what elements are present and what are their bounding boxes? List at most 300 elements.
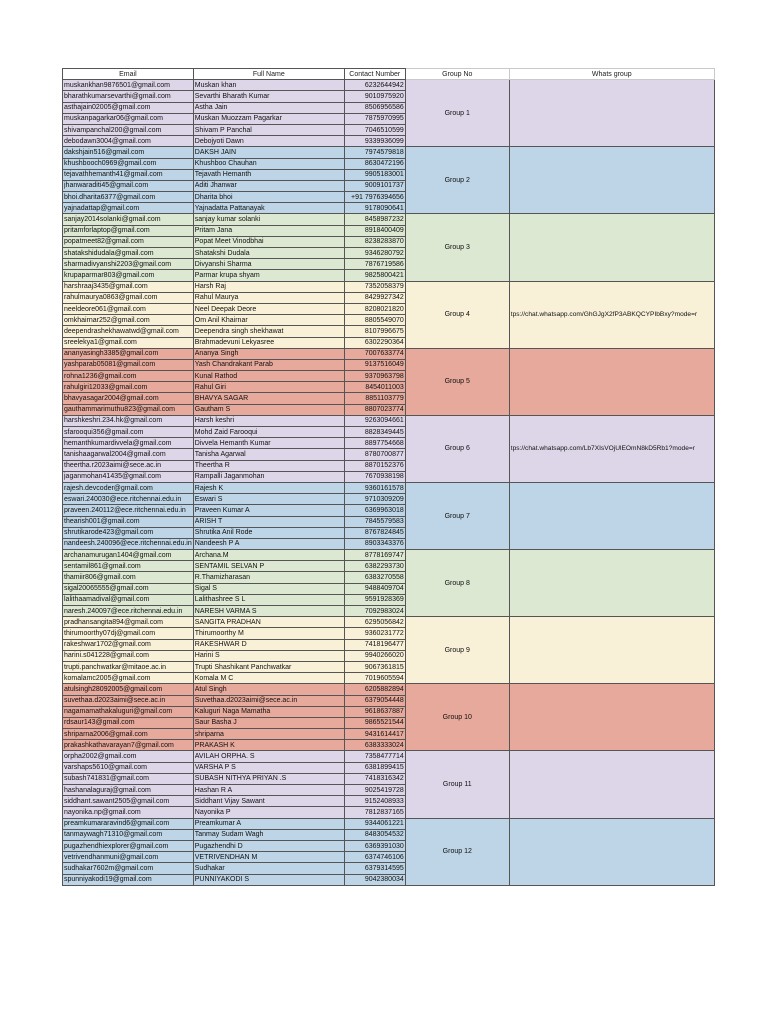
full-name-header[interactable]: Full Name (193, 69, 344, 80)
full-name-cell-text: Harini S (194, 652, 220, 660)
full-name-cell[interactable] (193, 538, 344, 549)
contact-number-cell[interactable] (344, 80, 405, 91)
contact-number-cell[interactable] (344, 113, 405, 124)
email-cell[interactable] (63, 91, 194, 102)
contact-number-cell[interactable] (344, 248, 405, 259)
contact-number-cell-text: 9370963798 (364, 372, 404, 380)
contact-number-cell[interactable] (344, 538, 405, 549)
email-cell[interactable] (63, 527, 194, 538)
contact-number-cell[interactable] (344, 606, 405, 617)
full-name-cell[interactable] (193, 270, 344, 281)
full-name-cell[interactable] (193, 863, 344, 874)
email-cell[interactable] (63, 516, 194, 527)
whats-group-link-cell[interactable] (509, 147, 714, 214)
email-cell[interactable] (63, 393, 194, 404)
full-name-cell[interactable] (193, 337, 344, 348)
contact-number-cell[interactable] (344, 785, 405, 796)
full-name-cell[interactable] (193, 639, 344, 650)
sheet-body (63, 80, 715, 886)
email-cell[interactable] (63, 785, 194, 796)
email-cell[interactable] (63, 796, 194, 807)
contact-number-cell-text: 7352058379 (364, 283, 404, 291)
table-row (63, 617, 715, 628)
whats-group-link-cell[interactable] (509, 80, 714, 147)
contact-number-cell[interactable] (344, 695, 405, 706)
contact-number-cell[interactable] (344, 315, 405, 326)
email-cell-text: harini.s041228@gmail.com (64, 652, 149, 660)
contact-number-cell[interactable] (344, 225, 405, 236)
email-cell[interactable] (63, 684, 194, 695)
group-label-cell[interactable]: Group 10 (405, 684, 509, 751)
contact-number-cell-text: 6369391030 (364, 842, 404, 850)
full-name-cell[interactable] (193, 572, 344, 583)
table-row (63, 684, 715, 695)
whats-group-link[interactable]: tps://chat.whatsapp.com/Lb7XIsVOjUlEOmN8kD5Rb1?mode=r (510, 445, 695, 453)
full-name-cell[interactable] (193, 852, 344, 863)
email-cell[interactable] (63, 740, 194, 751)
contact-number-cell[interactable] (344, 594, 405, 605)
contact-number-cell[interactable] (344, 874, 405, 885)
full-name-cell[interactable] (193, 561, 344, 572)
contact-number-cell[interactable] (344, 527, 405, 538)
contact-number-cell[interactable] (344, 438, 405, 449)
contact-number-cell[interactable] (344, 773, 405, 784)
email-cell[interactable] (63, 639, 194, 650)
email-cell[interactable] (63, 136, 194, 147)
contact-number-cell[interactable] (344, 169, 405, 180)
full-name-cell[interactable] (193, 773, 344, 784)
email-cell[interactable] (63, 292, 194, 303)
email-cell[interactable] (63, 259, 194, 270)
full-name-cell[interactable] (193, 717, 344, 728)
contact-number-cell-text: 7046510599 (364, 126, 404, 134)
full-name-cell[interactable] (193, 259, 344, 270)
contact-number-cell-text: +91 7976394656 (351, 193, 404, 201)
contact-number-cell[interactable] (344, 292, 405, 303)
contact-number-cell[interactable] (344, 359, 405, 370)
contact-number-cell[interactable] (344, 550, 405, 561)
full-name-cell[interactable] (193, 303, 344, 314)
contact-number-cell[interactable] (344, 628, 405, 639)
full-name-cell[interactable] (193, 427, 344, 438)
email-cell[interactable] (63, 270, 194, 281)
email-cell-text: deependrashekhawatwd@gmail.com (64, 327, 179, 335)
email-cell[interactable] (63, 158, 194, 169)
contact-number-cell-text: 8780700877 (364, 450, 404, 458)
group-label-cell[interactable]: Group 1 (405, 80, 509, 147)
full-name-cell[interactable] (193, 796, 344, 807)
email-cell[interactable] (63, 561, 194, 572)
group-label-cell[interactable]: Group 8 (405, 550, 509, 617)
full-name-cell[interactable] (193, 348, 344, 359)
email-cell[interactable] (63, 617, 194, 628)
group-no-header[interactable]: Group No (405, 69, 509, 80)
email-cell[interactable] (63, 706, 194, 717)
full-name-cell[interactable] (193, 482, 344, 493)
contact-number-cell[interactable] (344, 572, 405, 583)
contact-number-cell[interactable] (344, 415, 405, 426)
whats-group-link-cell[interactable] (509, 550, 714, 617)
full-name-cell[interactable] (193, 505, 344, 516)
whats-group-link-cell[interactable] (509, 482, 714, 549)
contact-number-cell[interactable] (344, 807, 405, 818)
email-cell[interactable] (63, 303, 194, 314)
contact-number-cell[interactable] (344, 382, 405, 393)
full-name-cell[interactable] (193, 180, 344, 191)
contact-number-cell[interactable] (344, 684, 405, 695)
full-name-cell[interactable] (193, 438, 344, 449)
group-label-cell[interactable]: Group 9 (405, 617, 509, 684)
email-cell[interactable] (63, 650, 194, 661)
contact-number-cell-text: 9137516049 (364, 361, 404, 369)
contact-number-cell[interactable] (344, 192, 405, 203)
full-name-cell[interactable] (193, 594, 344, 605)
full-name-cell[interactable] (193, 494, 344, 505)
full-name-cell[interactable] (193, 628, 344, 639)
full-name-cell[interactable] (193, 740, 344, 751)
email-cell[interactable] (63, 203, 194, 214)
contact-number-cell-text: 9042380034 (364, 876, 404, 884)
contact-number-cell-text: 8918400409 (364, 227, 404, 235)
email-cell[interactable] (63, 773, 194, 784)
email-cell[interactable] (63, 471, 194, 482)
group-label-cell[interactable]: Group 5 (405, 348, 509, 415)
contact-number-cell[interactable] (344, 427, 405, 438)
full-name-cell[interactable] (193, 326, 344, 337)
contact-number-cell[interactable] (344, 460, 405, 471)
whats-group-link-cell[interactable] (509, 415, 714, 482)
contact-number-cell-text: 6381899415 (364, 764, 404, 772)
full-name-cell[interactable] (193, 382, 344, 393)
group-label-cell[interactable]: Group 2 (405, 147, 509, 214)
email-cell[interactable] (63, 807, 194, 818)
contact-number-cell[interactable] (344, 136, 405, 147)
email-cell[interactable] (63, 124, 194, 135)
contact-number-cell[interactable] (344, 203, 405, 214)
full-name-cell[interactable] (193, 136, 344, 147)
whats-group-link-cell[interactable] (509, 818, 714, 885)
whats-group-header[interactable]: Whats group (509, 69, 714, 80)
contact-number-cell[interactable] (344, 482, 405, 493)
full-name-cell[interactable] (193, 203, 344, 214)
group-label-cell[interactable]: Group 3 (405, 214, 509, 281)
full-name-cell[interactable] (193, 673, 344, 684)
full-name-cell[interactable] (193, 225, 344, 236)
full-name-cell[interactable] (193, 315, 344, 326)
email-cell[interactable] (63, 337, 194, 348)
email-cell[interactable] (63, 863, 194, 874)
email-cell[interactable] (63, 840, 194, 851)
full-name-cell-text: Aditi Jhanwar (194, 182, 237, 190)
full-name-cell[interactable] (193, 169, 344, 180)
whats-group-link-cell[interactable] (509, 348, 714, 415)
email-cell[interactable] (63, 427, 194, 438)
contact-number-cell[interactable] (344, 180, 405, 191)
table-row (63, 348, 715, 359)
email-cell-text: theertha.r2023aimi@sece.ac.in (64, 462, 161, 470)
email-cell[interactable] (63, 762, 194, 773)
full-name-cell[interactable] (193, 404, 344, 415)
contact-number-cell[interactable] (344, 516, 405, 527)
full-name-cell[interactable] (193, 281, 344, 292)
email-cell[interactable] (63, 438, 194, 449)
full-name-cell[interactable] (193, 695, 344, 706)
group-label-cell[interactable]: Group 4 (405, 281, 509, 348)
full-name-cell-text: Atul Singh (194, 685, 227, 693)
email-cell[interactable] (63, 661, 194, 672)
email-cell[interactable] (63, 829, 194, 840)
email-cell[interactable] (63, 404, 194, 415)
email-cell-text: nayonika.np@gmail.com (64, 808, 141, 816)
email-cell-text: thamiir806@gmail.com (64, 574, 136, 582)
email-cell[interactable] (63, 695, 194, 706)
contact-number-cell[interactable] (344, 762, 405, 773)
full-name-cell[interactable] (193, 527, 344, 538)
email-cell[interactable] (63, 538, 194, 549)
full-name-cell[interactable] (193, 471, 344, 482)
email-cell[interactable] (63, 449, 194, 460)
full-name-cell-text: SANGITA PRADHAN (194, 618, 261, 626)
email-cell[interactable] (63, 371, 194, 382)
full-name-cell[interactable] (193, 617, 344, 628)
email-cell[interactable] (63, 874, 194, 885)
full-name-cell-text: Neel Deepak Deore (194, 305, 257, 313)
contact-number-cell[interactable] (344, 740, 405, 751)
full-name-cell[interactable] (193, 393, 344, 404)
email-cell[interactable] (63, 315, 194, 326)
contact-number-cell-text: 8778169747 (364, 551, 404, 559)
contact-number-cell[interactable] (344, 147, 405, 158)
email-cell-text: neeldeore061@gmail.com (64, 305, 146, 313)
email-cell[interactable] (63, 594, 194, 605)
email-cell-text: nandeesh.240096@ece.ritchennai.edu.in (64, 540, 192, 548)
contact-number-cell[interactable] (344, 158, 405, 169)
email-cell-text: eswari.240030@ece.ritchennai.edu.in (64, 495, 182, 503)
email-cell[interactable] (63, 818, 194, 829)
contact-number-cell[interactable] (344, 404, 405, 415)
full-name-cell[interactable] (193, 550, 344, 561)
contact-number-cell[interactable] (344, 561, 405, 572)
email-cell[interactable] (63, 281, 194, 292)
contact-number-cell[interactable] (344, 673, 405, 684)
full-name-cell[interactable] (193, 583, 344, 594)
email-cell-text: popatmeet82@gmail.com (64, 238, 144, 246)
contact-number-cell[interactable] (344, 505, 405, 516)
whats-group-link-cell[interactable] (509, 281, 714, 348)
full-name-cell-text: Pugazhendhi D (194, 842, 243, 850)
email-cell-text: pugazhendhiexplorer@gmail.com (64, 842, 169, 850)
full-name-cell-text: Dharita bhoi (194, 193, 233, 201)
contact-number-cell-text: 9344061221 (364, 820, 404, 828)
email-cell[interactable] (63, 348, 194, 359)
full-name-cell[interactable] (193, 516, 344, 527)
email-cell[interactable] (63, 852, 194, 863)
email-cell[interactable] (63, 628, 194, 639)
contact-number-cell[interactable] (344, 371, 405, 382)
whats-group-link-cell[interactable] (509, 617, 714, 684)
full-name-cell-text: Yash Chandrakant Parab (194, 361, 273, 369)
contact-number-cell[interactable] (344, 102, 405, 113)
contact-number-cell[interactable] (344, 270, 405, 281)
group-label-cell[interactable]: Group 7 (405, 482, 509, 549)
email-cell[interactable] (63, 180, 194, 191)
contact-number-cell[interactable] (344, 717, 405, 728)
contact-number-cell[interactable] (344, 326, 405, 337)
email-cell[interactable] (63, 113, 194, 124)
full-name-cell[interactable] (193, 762, 344, 773)
email-cell[interactable] (63, 729, 194, 740)
full-name-cell[interactable] (193, 650, 344, 661)
contact-number-cell[interactable] (344, 259, 405, 270)
email-cell[interactable] (63, 494, 194, 505)
contact-number-cell[interactable] (344, 449, 405, 460)
email-cell[interactable] (63, 225, 194, 236)
email-cell-text: rohna1236@gmail.com (64, 372, 137, 380)
contact-number-cell[interactable] (344, 863, 405, 874)
email-cell[interactable] (63, 583, 194, 594)
full-name-cell[interactable] (193, 684, 344, 695)
contact-number-cell[interactable] (344, 650, 405, 661)
email-cell[interactable] (63, 505, 194, 516)
whats-group-link-cell[interactable] (509, 214, 714, 281)
full-name-cell[interactable] (193, 729, 344, 740)
full-name-cell[interactable] (193, 818, 344, 829)
full-name-cell[interactable] (193, 236, 344, 247)
full-name-cell[interactable] (193, 661, 344, 672)
email-cell[interactable] (63, 606, 194, 617)
contact-number-cell[interactable] (344, 337, 405, 348)
email-cell-text: rahulgiri12033@gmail.com (64, 383, 148, 391)
table-row (63, 482, 715, 493)
contact-number-cell[interactable] (344, 236, 405, 247)
contact-number-cell[interactable] (344, 583, 405, 594)
contact-number-cell[interactable] (344, 729, 405, 740)
full-name-cell[interactable] (193, 292, 344, 303)
email-cell-text: shatakshidudala@gmail.com (64, 249, 154, 257)
email-cell[interactable] (63, 248, 194, 259)
contact-number-cell-text: 9940266020 (364, 652, 404, 660)
full-name-cell[interactable] (193, 874, 344, 885)
email-cell[interactable] (63, 102, 194, 113)
full-name-cell[interactable] (193, 449, 344, 460)
email-cell-text: rajesh.devcoder@gmail.com (64, 484, 153, 492)
full-name-cell[interactable] (193, 371, 344, 382)
full-name-cell-text: R.Thamizharasan (194, 574, 251, 582)
whats-group-link-cell[interactable] (509, 751, 714, 818)
contact-number-cell[interactable] (344, 471, 405, 482)
full-name-cell[interactable] (193, 751, 344, 762)
email-cell-text: praveen.240112@ece.ritchennai.edu.in (64, 506, 186, 514)
contact-number-cell[interactable] (344, 829, 405, 840)
group-label-cell[interactable]: Group 6 (405, 415, 509, 482)
contact-number-cell[interactable] (344, 303, 405, 314)
full-name-cell-text: NARESH VARMA S (194, 607, 257, 615)
full-name-cell[interactable] (193, 80, 344, 91)
contact-number-cell-text: 8458987232 (364, 216, 404, 224)
email-cell[interactable] (63, 192, 194, 203)
email-cell[interactable] (63, 550, 194, 561)
full-name-cell[interactable] (193, 102, 344, 113)
contact-number-cell[interactable] (344, 617, 405, 628)
full-name-cell[interactable] (193, 192, 344, 203)
full-name-cell[interactable] (193, 359, 344, 370)
email-cell[interactable] (63, 751, 194, 762)
contact-number-cell[interactable] (344, 639, 405, 650)
full-name-cell[interactable] (193, 124, 344, 135)
full-name-cell[interactable] (193, 248, 344, 259)
email-cell[interactable] (63, 415, 194, 426)
full-name-cell[interactable] (193, 214, 344, 225)
email-cell[interactable] (63, 572, 194, 583)
contact-number-cell[interactable] (344, 840, 405, 851)
contact-number-cell[interactable] (344, 706, 405, 717)
contact-number-cell[interactable] (344, 661, 405, 672)
full-name-cell[interactable] (193, 807, 344, 818)
full-name-cell[interactable] (193, 113, 344, 124)
contact-number-cell[interactable] (344, 281, 405, 292)
contact-number-header[interactable]: Contact Number (344, 69, 405, 80)
full-name-cell[interactable] (193, 706, 344, 717)
contact-number-cell-text: 9865521544 (364, 719, 404, 727)
email-cell[interactable] (63, 382, 194, 393)
full-name-cell[interactable] (193, 415, 344, 426)
contact-number-cell[interactable] (344, 494, 405, 505)
contact-number-cell[interactable] (344, 852, 405, 863)
full-name-cell-text: PUNNIYAKODI S (194, 876, 250, 884)
email-header[interactable]: Email (63, 69, 194, 80)
email-cell[interactable] (63, 214, 194, 225)
full-name-cell[interactable] (193, 840, 344, 851)
full-name-cell[interactable] (193, 460, 344, 471)
email-cell[interactable] (63, 236, 194, 247)
email-cell-text: gauthammarimuthu823@gmail.com (64, 406, 175, 414)
email-cell[interactable] (63, 482, 194, 493)
group-label-cell[interactable]: Group 11 (405, 751, 509, 818)
email-cell-text: shrutikarode423@gmail.com (64, 529, 154, 537)
email-cell[interactable] (63, 169, 194, 180)
email-cell[interactable] (63, 717, 194, 728)
contact-number-cell[interactable] (344, 796, 405, 807)
group-label-cell[interactable]: Group 12 (405, 818, 509, 885)
email-cell[interactable] (63, 80, 194, 91)
contact-number-cell[interactable] (344, 393, 405, 404)
contact-number-cell[interactable] (344, 214, 405, 225)
full-name-cell[interactable] (193, 785, 344, 796)
email-cell[interactable] (63, 673, 194, 684)
email-cell[interactable] (63, 359, 194, 370)
contact-number-cell[interactable] (344, 124, 405, 135)
whats-group-link[interactable]: tps://chat.whatsapp.com/GhGJgX2fP3ABKQCYPIbBxy?mode=r (510, 311, 698, 319)
contact-number-cell-text: 9360161578 (364, 484, 404, 492)
full-name-cell[interactable] (193, 91, 344, 102)
full-name-cell-text: Nandeesh P A (194, 540, 240, 548)
full-name-cell[interactable] (193, 829, 344, 840)
full-name-cell[interactable] (193, 606, 344, 617)
email-cell[interactable] (63, 460, 194, 471)
whats-group-link-cell[interactable] (509, 684, 714, 751)
email-cell[interactable] (63, 147, 194, 158)
contact-number-cell[interactable] (344, 348, 405, 359)
full-name-cell[interactable] (193, 147, 344, 158)
full-name-cell[interactable] (193, 158, 344, 169)
email-cell-text: subash741831@gmail.com (64, 775, 149, 783)
email-cell-text: sudhakar7602m@gmail.com (64, 864, 154, 872)
full-name-cell-text: Nayonika P (194, 808, 231, 816)
contact-number-cell[interactable] (344, 751, 405, 762)
contact-number-cell[interactable] (344, 818, 405, 829)
contact-number-cell[interactable] (344, 91, 405, 102)
email-cell[interactable] (63, 326, 194, 337)
